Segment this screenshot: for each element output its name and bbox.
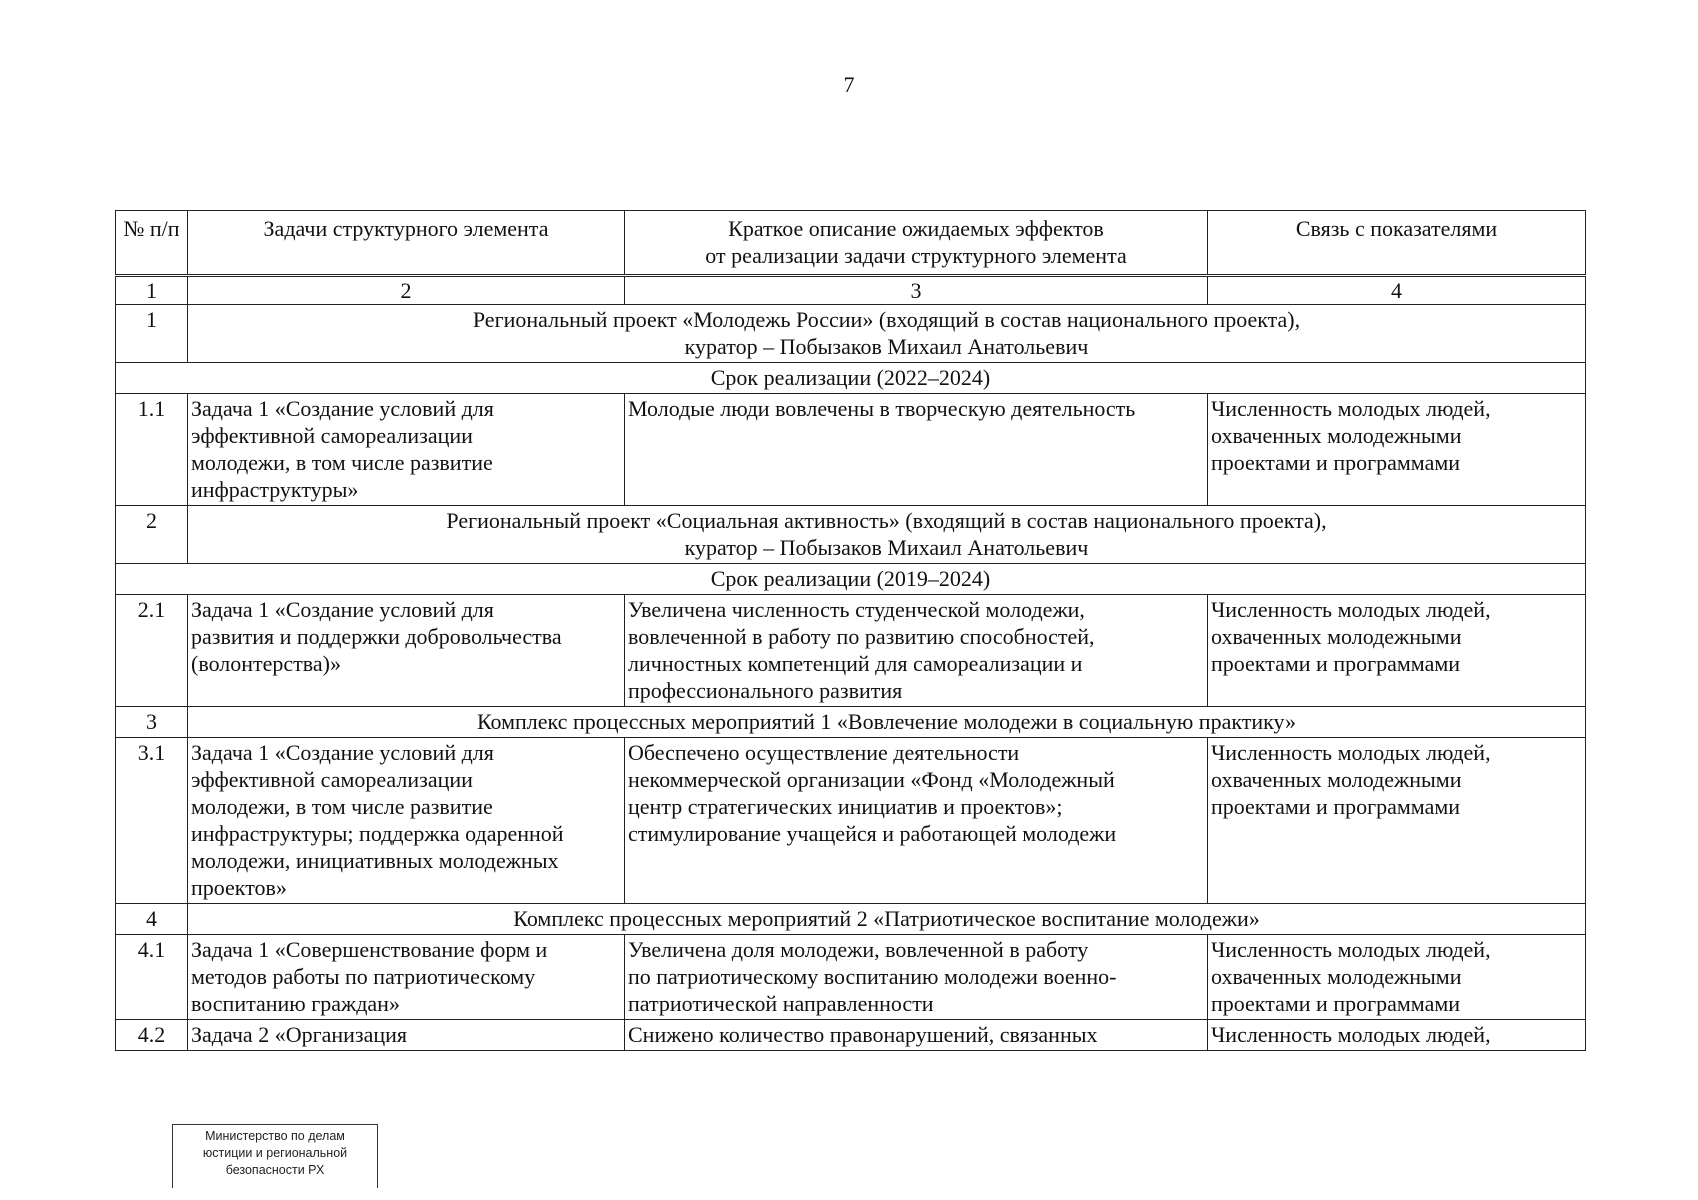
task-line: Задача 2 «Организация [191, 1022, 408, 1047]
indicator-line: Численность молодых людей, [1211, 597, 1491, 622]
indicator-line: охваченных молодежными [1211, 767, 1462, 792]
task-line: молодежи, в том числе развитие [191, 794, 493, 819]
header-cell-effects [625, 211, 1208, 276]
effect-line: центр стратегических инициатив и проектов»; [628, 794, 1063, 819]
section-title-line: Региональный проект «Молодежь России» (входящий в состав национального проекта), [472, 307, 1301, 332]
section-title [188, 707, 1586, 738]
header-cell-indicators: Связь с показателями [1208, 211, 1586, 276]
row-number: 2 [116, 506, 188, 564]
effect-line: Увеличена доля молодежи, вовлеченной в работу [628, 937, 1089, 962]
task-line: развития и поддержки добровольчества [191, 624, 562, 649]
header-cell-number: № п/п [116, 211, 188, 276]
task-cell [188, 1020, 625, 1051]
section-title-line: куратор – Побызаков Михаил Анатольевич [684, 334, 1089, 359]
indicator-line: Численность молодых людей, [1211, 1022, 1491, 1047]
section-row [116, 707, 1586, 738]
section-title [188, 904, 1586, 935]
task-row [116, 1020, 1586, 1051]
indicator-line: Численность молодых людей, [1211, 396, 1491, 421]
section-title-line: куратор – Побызаков Михаил Анатольевич [684, 535, 1089, 560]
period-row [116, 363, 1586, 394]
indicator-cell [1208, 1020, 1586, 1051]
indicator-line: проектами и программами [1211, 651, 1461, 676]
effect-line: Увеличена численность студенческой молодежи, [628, 597, 1085, 622]
task-line: Задача 1 «Создание условий для [191, 740, 494, 765]
task-line: молодежи, в том числе развитие [191, 450, 493, 475]
indicator-line: охваченных молодежными [1211, 964, 1462, 989]
task-line: воспитанию граждан» [191, 991, 400, 1016]
effect-line: Молодые люди вовлечены в творческую деятельность [628, 396, 1136, 421]
indicator-line: проектами и программами [1211, 991, 1461, 1016]
effect-line: некоммерческой организации «Фонд «Молодежный [628, 767, 1115, 792]
effect-line: стимулирование учащейся и работающей молодежи [628, 821, 1117, 846]
indicator-line: Численность молодых людей, [1211, 937, 1491, 962]
task-row [116, 394, 1586, 506]
tasks-table [115, 210, 1586, 1051]
task-row [116, 935, 1586, 1020]
task-line: эффективной самореализации [191, 767, 473, 792]
effect-line: патриотической направленности [628, 991, 934, 1016]
indicator-line: проектами и программами [1211, 794, 1461, 819]
row-number: 3 [116, 707, 188, 738]
indicator-line: проектами и программами [1211, 450, 1461, 475]
effect-cell [625, 1020, 1208, 1051]
effect-cell [625, 394, 1208, 506]
task-cell [188, 935, 625, 1020]
registration-stamp [172, 1124, 378, 1188]
row-number: 4.1 [116, 935, 188, 1020]
task-cell [188, 738, 625, 904]
row-number: 4 [116, 904, 188, 935]
task-line: Задача 1 «Создание условий для [191, 597, 494, 622]
column-number: 4 [1208, 276, 1586, 305]
section-title [188, 506, 1586, 564]
task-line: инфраструктуры» [191, 477, 359, 502]
effect-line: по патриотическому воспитанию молодежи военно- [628, 964, 1117, 989]
section-title-line: Региональный проект «Социальная активность» (входящий в состав национального проекта), [446, 508, 1327, 533]
task-row [116, 595, 1586, 707]
implementation-period: Срок реализации (2022–2024) [116, 363, 1586, 394]
effect-line: Снижено количество правонарушений, связанных [628, 1022, 1098, 1047]
task-row [116, 738, 1586, 904]
indicator-line: Численность молодых людей, [1211, 740, 1491, 765]
stamp-line: Министерство по делам [205, 1129, 345, 1143]
row-number: 4.2 [116, 1020, 188, 1051]
effect-line: вовлеченной в работу по развитию способностей, [628, 624, 1095, 649]
section-row [116, 904, 1586, 935]
indicator-cell [1208, 738, 1586, 904]
task-line: (волонтерства)» [191, 651, 341, 676]
indicator-cell [1208, 595, 1586, 707]
effect-line: личностных компетенций для самореализации и [628, 651, 1083, 676]
effect-line: профессионального развития [628, 678, 903, 703]
implementation-period: Срок реализации (2019–2024) [116, 564, 1586, 595]
row-number: 3.1 [116, 738, 188, 904]
indicator-cell [1208, 394, 1586, 506]
effect-cell [625, 738, 1208, 904]
section-row [116, 506, 1586, 564]
column-number-row [116, 276, 1586, 305]
indicator-line: охваченных молодежными [1211, 624, 1462, 649]
column-number: 2 [188, 276, 625, 305]
effect-line: Обеспечено осуществление деятельности [628, 740, 1020, 765]
task-line: Задача 1 «Создание условий для [191, 396, 494, 421]
task-line: инфраструктуры; поддержка одаренной [191, 821, 564, 846]
header-cell-tasks: Задачи структурного элемента [188, 211, 625, 276]
page-number: 7 [843, 72, 855, 97]
stamp-line: безопасности РХ [225, 1163, 325, 1177]
stamp-line: юстиции и региональной [202, 1146, 348, 1160]
row-number: 1.1 [116, 394, 188, 506]
column-number: 1 [116, 276, 188, 305]
section-row [116, 305, 1586, 363]
task-line: проектов» [191, 875, 287, 900]
section-title-line: Комплекс процессных мероприятий 1 «Вовлечение молодежи в социальную практику» [476, 709, 1297, 734]
indicator-cell [1208, 935, 1586, 1020]
period-row [116, 564, 1586, 595]
indicator-line: охваченных молодежными [1211, 423, 1462, 448]
task-line: Задача 1 «Совершенствование форм и [191, 937, 548, 962]
header-row [116, 211, 1586, 276]
effect-cell [625, 595, 1208, 707]
task-cell [188, 595, 625, 707]
task-line: молодежи, инициативных молодежных [191, 848, 559, 873]
task-line: методов работы по патриотическому [191, 964, 536, 989]
header-effects-line: от реализации задачи структурного элемента [705, 243, 1127, 268]
row-number: 1 [116, 305, 188, 363]
task-line: эффективной самореализации [191, 423, 473, 448]
header-effects-line: Краткое описание ожидаемых эффектов [728, 216, 1104, 241]
effect-cell [625, 935, 1208, 1020]
section-title [188, 305, 1586, 363]
task-cell [188, 394, 625, 506]
row-number: 2.1 [116, 595, 188, 707]
section-title-line: Комплекс процессных мероприятий 2 «Патриотическое воспитание молодежи» [513, 906, 1260, 931]
column-number: 3 [625, 276, 1208, 305]
